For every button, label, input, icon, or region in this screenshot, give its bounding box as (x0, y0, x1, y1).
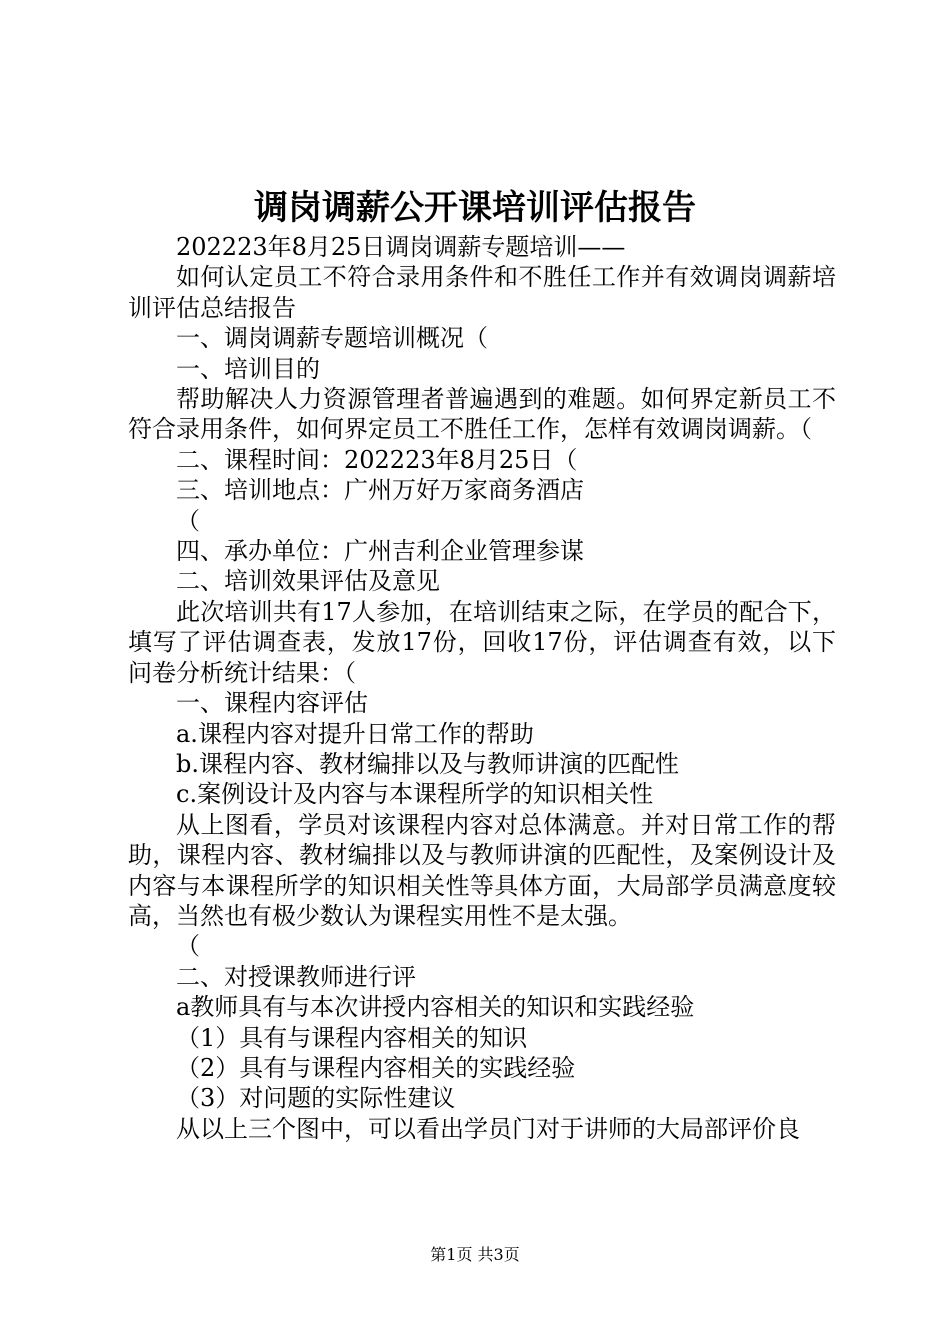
document-title: 调岗调薪公开课培训评估报告 (254, 188, 696, 228)
paragraph: 二、课程时间：202223年8月25日（ (176, 445, 578, 474)
paragraph: a.课程内容对提升日常工作的帮助 (176, 719, 534, 748)
paragraph: 帮助解决人力资源管理者普遍遇到的难题。如何界定新员工不符合录用条件，如何界定员工不胜任工作，怎样有效调岗调薪。（ (128, 385, 836, 444)
paragraph: （ (176, 506, 200, 535)
paragraph: 如何认定员工不符合录用条件和不胜任工作并有效调岗调薪培训评估总结报告 (128, 263, 836, 322)
paragraph: 二、对授课教师进行评 (176, 962, 416, 991)
paragraph: 从以上三个图中，可以看出学员门对于讲师的大局部评价良 (176, 1114, 800, 1143)
paragraph: 一、调岗调薪专题培训概况（ (176, 324, 488, 353)
paragraph: （ (176, 932, 200, 961)
paragraph: （2）具有与课程内容相关的实践经验 (176, 1053, 576, 1082)
paragraph: 二、培训效果评估及意见 (176, 567, 440, 596)
paragraph: 四、承办单位：广州吉利企业管理参谋 (176, 537, 584, 566)
paragraph: 从上图看，学员对该课程内容对总体满意。并对日常工作的帮助，课程内容、教材编排以及与教师讲演的匹配性，及案例设计及内容与本课程所学的知识相关性等具体方面，大局部学员满意度较高，当然也有极少数认为课程实用性不是太强。 (128, 810, 836, 930)
paragraph: 三、培训地点：广州万好万家商务酒店 (176, 476, 584, 505)
paragraph: 一、培训目的 (176, 354, 320, 383)
paragraph: 此次培训共有17人参加，在培训结束之际，在学员的配合下，填写了评估调查表，发放17份，回收17份，评估调查有效，以下问卷分析统计结果：（ (128, 597, 836, 687)
paragraph: （1）具有与课程内容相关的知识 (176, 1023, 528, 1052)
paragraph: 一、课程内容评估 (176, 689, 368, 718)
paragraph: 202223年8月25日调岗调薪专题培训—— (176, 233, 626, 261)
page-number-footer: 第1页 共3页 (430, 1245, 520, 1264)
paragraph: c.案例设计及内容与本课程所学的知识相关性 (176, 780, 654, 809)
paragraph: （3）对问题的实际性建议 (176, 1084, 456, 1113)
paragraph: b.课程内容、教材编排以及与教师讲演的匹配性 (176, 749, 679, 778)
paragraph: a教师具有与本次讲授内容相关的知识和实践经验 (176, 993, 695, 1022)
document-body (128, 232, 836, 1144)
